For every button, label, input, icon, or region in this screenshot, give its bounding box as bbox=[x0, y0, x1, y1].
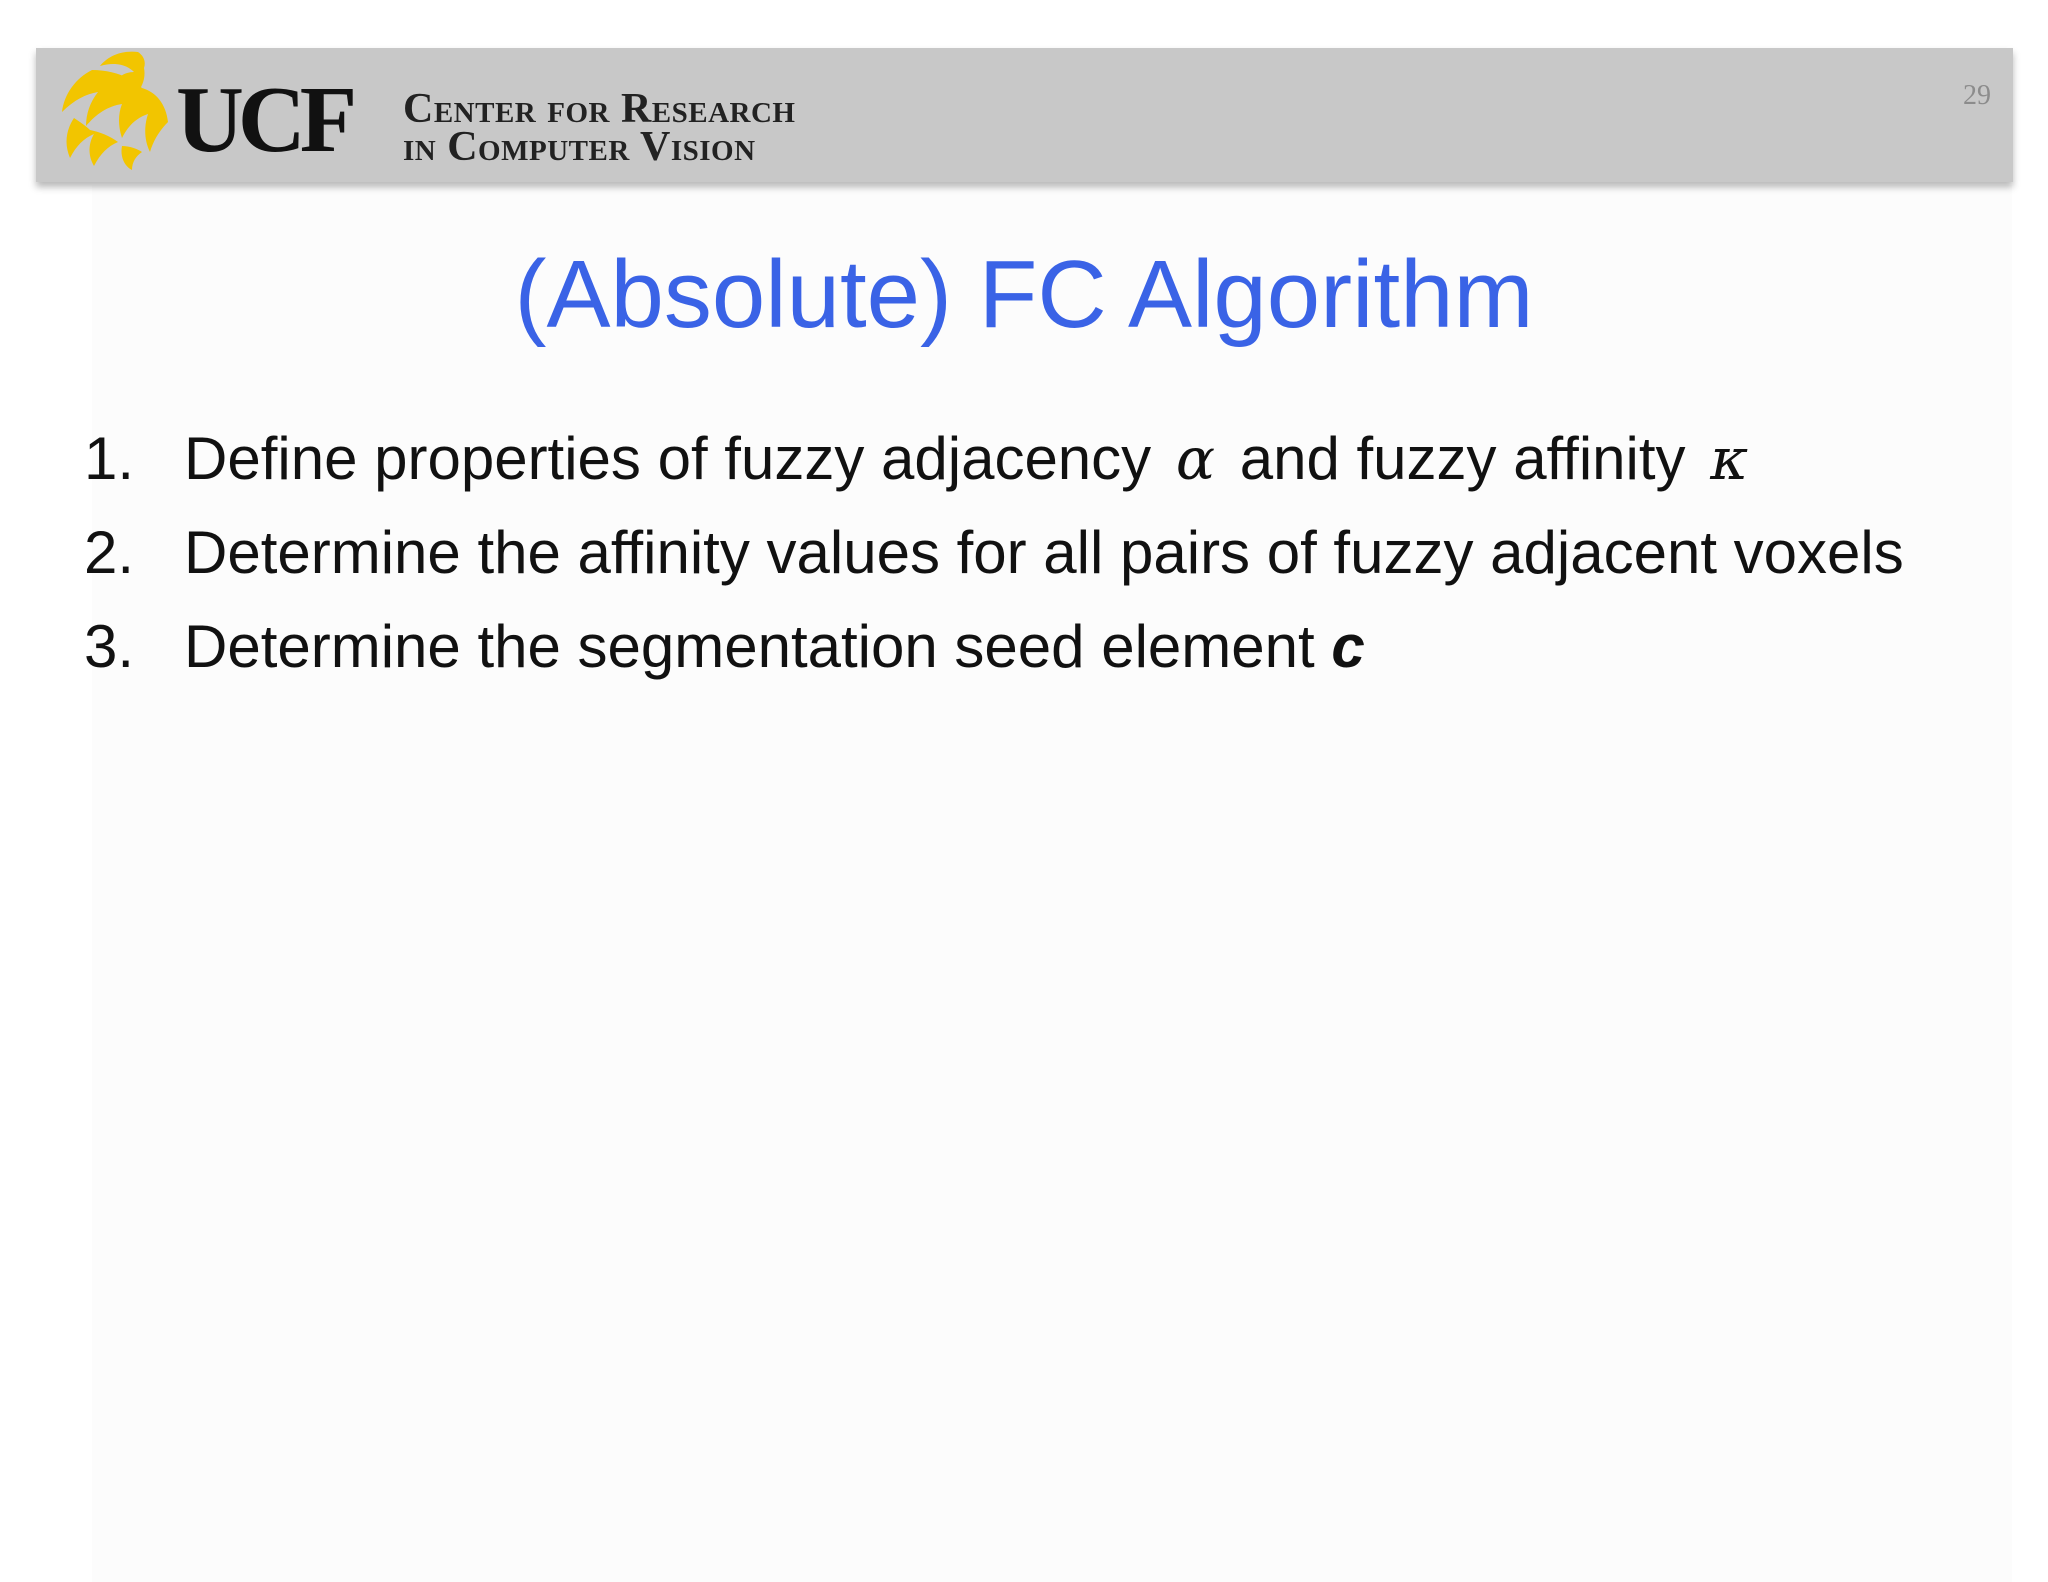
step-text: Determine the affinity values for all pairs of fuzzy adjacent voxels bbox=[184, 519, 1904, 586]
ucf-wordmark: UCF bbox=[176, 68, 352, 172]
list-item bbox=[84, 514, 1964, 592]
step-text: Determine the segmentation seed element bbox=[184, 613, 1315, 680]
page-number: 29 bbox=[1963, 80, 1991, 111]
seed-variable: c bbox=[1331, 613, 1365, 680]
organization-line-2: in Computer Vision bbox=[403, 124, 756, 170]
pegasus-logo-icon bbox=[52, 48, 170, 172]
alpha-symbol: α bbox=[1175, 425, 1216, 493]
list-item bbox=[84, 608, 1964, 686]
kappa-symbol: κ bbox=[1710, 425, 1749, 493]
slide-title: (Absolute) FC Algorithm bbox=[514, 241, 1534, 348]
step-number: 3. bbox=[84, 613, 135, 680]
list-item bbox=[84, 420, 1964, 498]
step-number: 1. bbox=[84, 425, 135, 492]
organization-line-1: Center for Research bbox=[403, 86, 796, 132]
content-panel bbox=[92, 185, 2012, 1582]
organization-name bbox=[403, 86, 796, 170]
algorithm-steps-list bbox=[84, 420, 1964, 702]
step-number: 2. bbox=[84, 519, 135, 586]
step-text: Define properties of fuzzy adjacency bbox=[184, 425, 1152, 492]
step-text-continued: and fuzzy affinity bbox=[1239, 425, 1686, 492]
